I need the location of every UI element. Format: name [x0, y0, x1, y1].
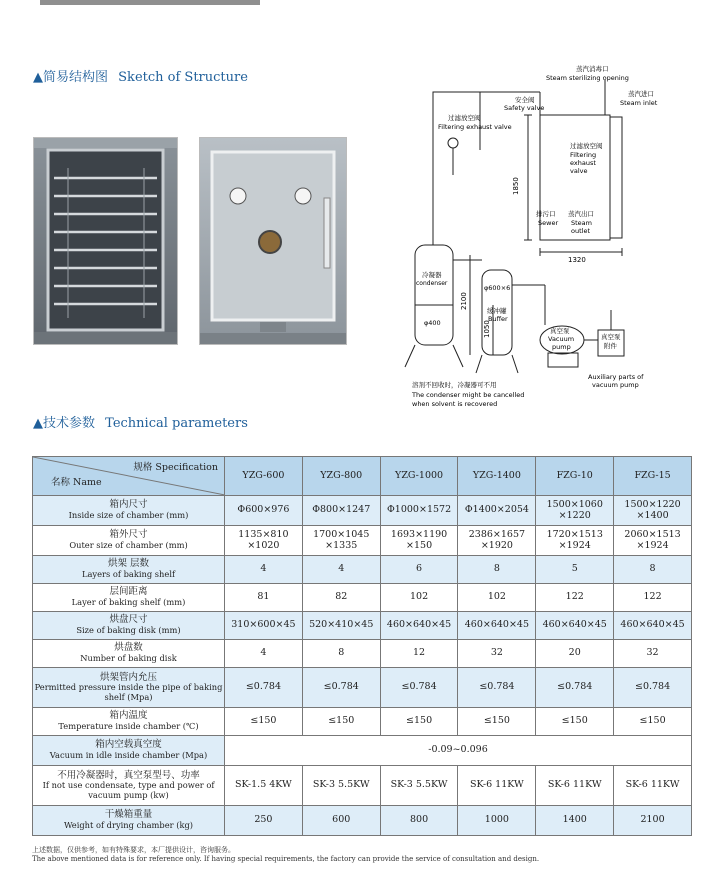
table-cell: 1500×1060 ×1220 [536, 496, 614, 526]
section-title-cn: 技术参数 [43, 416, 96, 431]
label-sewer-en: Sewer [538, 219, 559, 227]
label-aux-cn-1: 真空泵 [601, 333, 621, 341]
row-label-cn: 烘架 层数 [107, 558, 150, 570]
row-label [33, 736, 225, 766]
table-cell: ≤0.784 [536, 668, 614, 708]
table-cell: 4 [302, 556, 380, 584]
spec-table [32, 456, 692, 836]
table-row [33, 526, 692, 556]
row-label-en: Size of baking disk (mm) [76, 625, 181, 636]
note-condenser-en-2: when solvent is recovered [412, 400, 498, 408]
row-label-en: Layer of baking shelf (mm) [71, 597, 186, 608]
dim-1850: 1850 [512, 177, 520, 195]
label-aux-en-2: vacuum pump [592, 381, 639, 389]
row-label-cn: 烘盘数 [114, 642, 143, 654]
table-row [33, 766, 692, 806]
row-label-en: Permitted pressure inside the pipe of baking shelf (Mpa) [34, 682, 223, 702]
table-cell: 1400 [536, 806, 614, 836]
header-name-label: 名称 Name [51, 477, 102, 489]
table-cell: Φ1400×2054 [458, 496, 536, 526]
header-corner-cell [33, 457, 225, 496]
label-safety-valve-en: Safety valve [504, 104, 545, 112]
row-label-cn: 箱内温度 [109, 710, 148, 722]
row-label [33, 556, 225, 584]
footnote-cn: 上述数据，仅供参考，如有特殊要求，本厂提供设计，咨询服务。 [32, 846, 235, 854]
label-steam-inlet-cn: 蒸汽进口 [628, 90, 654, 98]
table-row [33, 708, 692, 736]
row-label [33, 584, 225, 612]
table-cell: 460×640×45 [380, 612, 458, 640]
table-cell: ≤0.784 [380, 668, 458, 708]
row-label [33, 806, 225, 836]
oven-exterior-photo [199, 137, 347, 345]
section-title-cn: 简易结构图 [43, 70, 109, 85]
label-steam-sterilizing-cn: 蒸汽消毒口 [576, 65, 609, 73]
table-cell: SK-3 5.5KW [380, 766, 458, 806]
table-cell: 4 [225, 556, 303, 584]
row-label-cn: 烘架管内允压 [99, 671, 157, 683]
row-label-cn: 不用冷凝器时，真空泵型号、功率 [57, 769, 200, 781]
table-row [33, 640, 692, 668]
footnote-en: The above mentioned data is for reference only. If having special requirements, the factory can provide the service of consultation and design. [32, 855, 540, 863]
label-condenser-cn: 冷凝器 [422, 271, 442, 279]
label-filter-exhaust-en: Filtering exhaust valve [438, 123, 512, 131]
label-steam-outlet-en-2: outlet [571, 227, 590, 235]
table-cell: 102 [458, 584, 536, 612]
label-sewer-cn: 排污口 [536, 210, 556, 218]
table-row [33, 496, 692, 526]
table-cell: Φ1000×1572 [380, 496, 458, 526]
spec-table-body [33, 496, 692, 836]
table-cell: ≤0.784 [302, 668, 380, 708]
section-title-technical [33, 412, 248, 431]
table-cell: 4 [225, 640, 303, 668]
section-title-en: Technical parameters [105, 416, 248, 431]
label-filter-exhaust2-en-3: valve [570, 167, 588, 175]
table-cell: 520×410×45 [302, 612, 380, 640]
label-steam-outlet-en-1: Steam [571, 219, 592, 227]
table-cell: 12 [380, 640, 458, 668]
row-label-en: Number of baking disk [80, 653, 177, 664]
row-label-en: Vacuum in idle inside chamber (Mpa) [49, 750, 208, 761]
row-label-cn: 烘盘尺寸 [109, 614, 148, 626]
table-cell: Φ600×976 [225, 496, 303, 526]
table-cell: ≤0.784 [614, 668, 692, 708]
table-cell: ≤0.784 [225, 668, 303, 708]
header-spec-label: 规格 Specification [133, 462, 218, 473]
table-cell: 20 [536, 640, 614, 668]
table-cell: ≤150 [614, 708, 692, 736]
row-label [33, 668, 225, 708]
table-header-row [33, 457, 692, 496]
label-aux-en-1: Auxiliary parts of [588, 373, 644, 381]
table-cell: 8 [458, 556, 536, 584]
table-row [33, 736, 692, 766]
table-cell: 8 [302, 640, 380, 668]
table-cell: ≤150 [380, 708, 458, 736]
label-aux-cn-2: 附件 [604, 342, 617, 350]
section-title-sketch [33, 66, 248, 85]
table-cell: ≤150 [302, 708, 380, 736]
model-header: FZG-15 [614, 457, 692, 496]
table-cell: 1000 [458, 806, 536, 836]
row-label [33, 640, 225, 668]
label-buffer-cn: 缓冲罐 [487, 307, 507, 315]
top-heading-fragment [40, 0, 260, 5]
table-cell: SK-6 11KW [458, 766, 536, 806]
row-label-cn: 箱内尺寸 [109, 499, 148, 511]
label-steam-sterilizing-en: Steam sterilizing opening [546, 74, 629, 82]
table-cell: 460×640×45 [458, 612, 536, 640]
row-label-en: Weight of drying chamber (kg) [63, 820, 194, 831]
oven-interior-photo [33, 137, 178, 345]
table-row [33, 612, 692, 640]
table-cell: 122 [536, 584, 614, 612]
row-label-en: Outer size of chamber (mm) [69, 540, 188, 551]
table-row [33, 806, 692, 836]
label-filter-exhaust-cn: 过滤放空阀 [448, 114, 481, 122]
row-label-cn: 箱内空载真空度 [95, 739, 162, 751]
table-cell: SK-6 11KW [614, 766, 692, 806]
table-cell: ≤150 [536, 708, 614, 736]
table-cell: 600 [302, 806, 380, 836]
label-vacuum-pump-en-1: Vacuum [548, 335, 575, 343]
table-cell: 1720×1513 ×1924 [536, 526, 614, 556]
table-row [33, 556, 692, 584]
label-vacuum-pump-cn: 真空泵 [550, 327, 570, 335]
label-condenser-en: condenser [416, 280, 448, 287]
table-cell: SK-3 5.5KW [302, 766, 380, 806]
table-cell: SK-1.5 4KW [225, 766, 303, 806]
table-row [33, 668, 692, 708]
row-label-cn: 干燥箱重量 [104, 809, 153, 821]
table-cell: 1700×1045 ×1335 [302, 526, 380, 556]
table-cell: 5 [536, 556, 614, 584]
dim-2100: 2100 [460, 292, 468, 310]
table-cell: SK-6 11KW [536, 766, 614, 806]
label-vacuum-pump-en-2: pump [552, 343, 571, 351]
dim-1050: 1050 [483, 320, 491, 338]
dim-1320: 1320 [568, 256, 586, 264]
table-cell: 800 [380, 806, 458, 836]
row-label [33, 496, 225, 526]
model-header: YZG-1000 [380, 457, 458, 496]
model-header: FZG-10 [536, 457, 614, 496]
table-cell: -0.09~0.096 [225, 736, 692, 766]
table-cell: 8 [614, 556, 692, 584]
table-cell: 1693×1190 ×150 [380, 526, 458, 556]
note-condenser-cn: 溶剂不回收时，冷凝器可不用 [412, 381, 497, 389]
model-header: YZG-600 [225, 457, 303, 496]
label-filter-exhaust2-cn: 过滤放空阀 [570, 142, 603, 150]
table-cell: 122 [614, 584, 692, 612]
table-cell: 1135×810 ×1020 [225, 526, 303, 556]
table-cell: 460×640×45 [614, 612, 692, 640]
row-label-en: Layers of baking shelf [81, 569, 176, 580]
note-condenser-en-1: The condenser might be cancelled [412, 391, 525, 399]
table-cell: 2060×1513 ×1924 [614, 526, 692, 556]
label-steam-outlet-cn: 蒸汽出口 [568, 210, 594, 218]
row-label-en: Inside size of chamber (mm) [68, 510, 189, 521]
table-cell: 81 [225, 584, 303, 612]
row-label-en: Temperature inside chamber (℃) [58, 721, 199, 732]
model-header: YZG-800 [302, 457, 380, 496]
label-buffer-en: Buffer [488, 315, 508, 323]
table-cell: 2100 [614, 806, 692, 836]
section-title-en: Sketch of Structure [118, 70, 248, 85]
row-label-cn: 层间距离 [109, 586, 148, 598]
table-cell: 32 [458, 640, 536, 668]
row-label [33, 708, 225, 736]
label-phi600: φ600×6 [484, 284, 511, 292]
table-cell: 102 [380, 584, 458, 612]
triangle-icon: ▲ [33, 70, 43, 85]
model-header: YZG-1400 [458, 457, 536, 496]
row-label [33, 612, 225, 640]
table-cell: 460×640×45 [536, 612, 614, 640]
structure-schematic [400, 55, 700, 415]
label-steam-inlet-en: Steam inlet [620, 99, 658, 107]
table-cell: 82 [302, 584, 380, 612]
table-cell: 2386×1657 ×1920 [458, 526, 536, 556]
table-cell: 1500×1220 ×1400 [614, 496, 692, 526]
row-label-en: If not use condensate, type and power of vacuum pump (kw) [42, 780, 215, 800]
table-cell: ≤0.784 [458, 668, 536, 708]
label-filter-exhaust2-en-2: exhaust [570, 159, 596, 167]
label-filter-exhaust2-en-1: Filtering [570, 151, 597, 159]
table-cell: 250 [225, 806, 303, 836]
row-label [33, 526, 225, 556]
table-cell: ≤150 [458, 708, 536, 736]
table-cell: 310×600×45 [225, 612, 303, 640]
label-safety-valve-cn: 安全阀 [515, 96, 535, 104]
label-phi400: φ400 [424, 319, 441, 327]
row-label-cn: 箱外尺寸 [109, 529, 148, 541]
table-cell: ≤150 [225, 708, 303, 736]
table-cell: 32 [614, 640, 692, 668]
table-cell: 6 [380, 556, 458, 584]
row-label [33, 766, 225, 806]
triangle-icon: ▲ [33, 416, 43, 431]
table-cell: Φ800×1247 [302, 496, 380, 526]
table-row [33, 584, 692, 612]
